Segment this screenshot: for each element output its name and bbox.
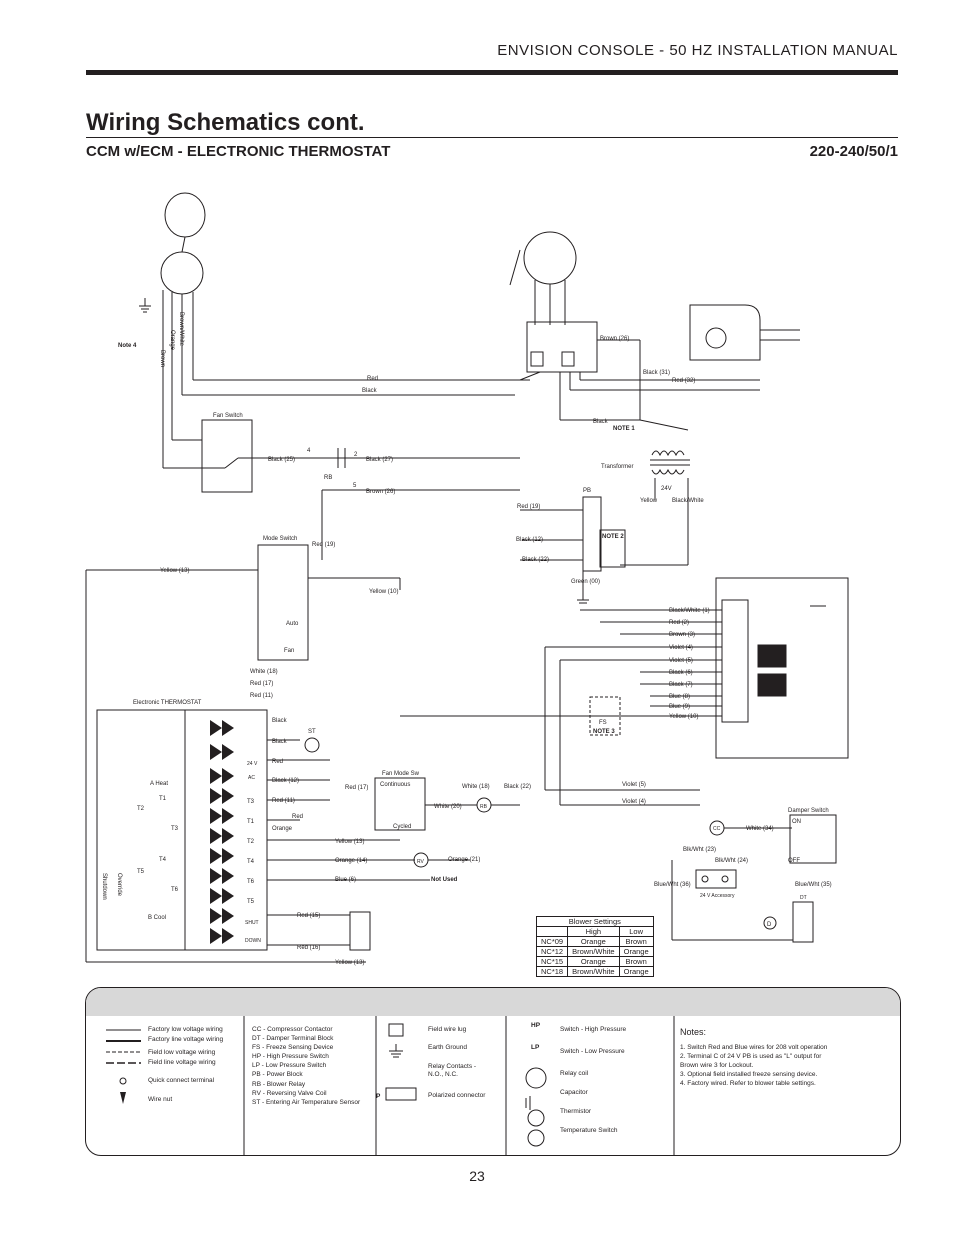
cell: Orange bbox=[568, 957, 620, 967]
cell: NC*18 bbox=[537, 967, 568, 977]
legend-quick-connect: Quick connect terminal bbox=[148, 1077, 215, 1085]
label-blue6: Blue (6) bbox=[335, 877, 357, 883]
legend-earth-ground: Earth Ground bbox=[428, 1044, 468, 1052]
label-fan: Fan bbox=[284, 648, 295, 654]
label-t6-right: T6 bbox=[247, 879, 255, 885]
label-green00: Green (00) bbox=[571, 579, 601, 585]
page-number: 23 bbox=[469, 1168, 485, 1184]
label-yellow13: Yellow (13) bbox=[160, 568, 190, 574]
legend-components bbox=[560, 1025, 626, 1136]
label-black-transformer: Black bbox=[593, 419, 608, 425]
damper-terminal-area bbox=[716, 578, 848, 758]
label-brown26-b: Brown (26) bbox=[366, 489, 396, 495]
legend-wiring bbox=[148, 1025, 223, 1105]
label-orange14: Orange (14) bbox=[335, 858, 368, 864]
label-t1-left: T1 bbox=[159, 796, 167, 802]
dt-terminal-label: Violet (4) bbox=[669, 645, 693, 651]
abbr-hp: HP - High Pressure Switch bbox=[252, 1053, 329, 1061]
label-terminal-2: 2 bbox=[354, 452, 358, 458]
label-t1-right: T1 bbox=[247, 819, 255, 825]
label-violet4: Violet (4) bbox=[622, 799, 646, 805]
legend-relay-coil: Relay coil bbox=[560, 1070, 589, 1078]
label-orange-a: Orange bbox=[272, 826, 293, 832]
label-auto: Auto bbox=[286, 621, 299, 627]
label-terminal-4: 4 bbox=[307, 448, 311, 454]
legend-lp: LP bbox=[531, 1044, 540, 1051]
legend-switch-hp: Switch - High Pressure bbox=[560, 1026, 627, 1033]
label-rb-coil: RB bbox=[480, 804, 487, 810]
compressor bbox=[524, 232, 576, 284]
label-shutdown-vert: Shutdown bbox=[101, 873, 107, 900]
label-black-line: Black bbox=[362, 388, 377, 394]
cell: Orange bbox=[568, 937, 620, 947]
label-note1: NOTE 1 bbox=[613, 426, 635, 432]
label-pb: PB bbox=[583, 488, 592, 494]
legend-factory-line: Factory line voltage wiring bbox=[148, 1036, 224, 1044]
label-down: DOWN bbox=[245, 938, 261, 944]
label-note3: NOTE 3 bbox=[593, 729, 615, 735]
label-d: D bbox=[767, 922, 772, 928]
label-terminal-5: 5 bbox=[353, 483, 357, 489]
label-t2-right: T2 bbox=[247, 839, 255, 845]
abbr-st: ST - Entering Air Temperature Sensor bbox=[252, 1098, 361, 1106]
fan-switch bbox=[202, 420, 252, 492]
label-continuous: Continuous bbox=[380, 782, 411, 788]
dt-terminal-label: Red (2) bbox=[669, 620, 690, 626]
legend-temperature-switch: Temperature Switch bbox=[560, 1127, 618, 1135]
label-black31: Black (31) bbox=[643, 370, 671, 376]
dt-terminal-label: Violet (5) bbox=[669, 658, 693, 664]
label-red15: Red (15) bbox=[297, 913, 321, 919]
label-electronic-thermostat: Electronic THERMOSTAT bbox=[133, 700, 202, 706]
legend-field-low: Field low voltage wiring bbox=[148, 1049, 216, 1057]
label-note2: NOTE 2 bbox=[602, 534, 624, 540]
blower-motor bbox=[161, 252, 203, 294]
cell: NC*09 bbox=[537, 937, 568, 947]
abbr-cc: CC - Compressor Contactor bbox=[252, 1026, 333, 1033]
label-black22: Black (22) bbox=[522, 557, 550, 563]
note-4: 4. Factory wired. Refer to blower table settings. bbox=[680, 1079, 816, 1087]
legend-field-wire-lug: Field wire lug bbox=[428, 1026, 467, 1033]
legend-notes bbox=[680, 1026, 840, 1088]
blower-settings-table bbox=[536, 916, 654, 977]
label-black12-b: Black (12) bbox=[272, 778, 300, 784]
legend-field-line: Field line voltage wiring bbox=[148, 1059, 216, 1067]
label-red-a: Red bbox=[272, 759, 284, 765]
dt-terminal-label: Black/White (1) bbox=[669, 608, 710, 614]
label-yellow: Yellow bbox=[640, 498, 658, 504]
legend bbox=[85, 987, 901, 1156]
label-yellow10: Yellow (10) bbox=[369, 589, 399, 595]
cell: Brown bbox=[619, 937, 653, 947]
label-red17-b: Red (17) bbox=[345, 785, 369, 791]
label-brown-white-vert: Brown/White bbox=[178, 312, 184, 347]
label-red-b: Red bbox=[292, 814, 304, 820]
label-violet5: Violet (5) bbox=[622, 782, 646, 788]
label-white18: White (18) bbox=[250, 669, 278, 675]
note-2: 2. Terminal C of 24 V PB is used as "L" output for Brown wire 3 for Lockout. bbox=[680, 1052, 822, 1069]
label-red19: Red (19) bbox=[517, 504, 541, 510]
label-red11-b: Red (11) bbox=[272, 798, 295, 804]
page-title: Wiring Schematics cont. bbox=[86, 109, 365, 136]
label-24v: 24V bbox=[661, 486, 672, 492]
label-orange21: Orange (21) bbox=[448, 857, 481, 863]
label-t4-left: T4 bbox=[159, 857, 167, 863]
legend-hp: HP bbox=[531, 1022, 541, 1029]
dt-terminal-label: Yellow (10) bbox=[669, 714, 699, 720]
cell: NC*15 bbox=[537, 957, 568, 967]
label-black-white: Black/White bbox=[672, 498, 704, 504]
blower-header-model bbox=[537, 927, 568, 937]
label-a-heat: A Heat bbox=[150, 781, 169, 787]
label-yellow13-c: Yellow (13) bbox=[335, 960, 365, 966]
abbr-fs: FS - Freeze Sensing Device bbox=[252, 1044, 334, 1052]
label-black-a: Black bbox=[272, 718, 287, 724]
notes-title: Notes: bbox=[680, 1027, 707, 1037]
label-rv: RV bbox=[417, 859, 424, 865]
label-red19-b: Red (19) bbox=[312, 542, 336, 548]
label-white18-b: White (18) bbox=[462, 784, 490, 790]
dt-terminal-label: Brown (3) bbox=[669, 632, 696, 638]
schematic-subtitle: CCM w/ECM - ELECTRONIC THERMOSTAT bbox=[86, 143, 391, 160]
abbr-pb: PB - Power Block bbox=[252, 1071, 303, 1079]
dt-terminal-label: Black (6) bbox=[669, 670, 693, 676]
label-black22-b: Black (22) bbox=[504, 784, 532, 790]
label-cc: CC bbox=[713, 826, 721, 832]
label-red16: Red (16) bbox=[297, 945, 321, 951]
label-damper-switch: Damper Switch bbox=[788, 808, 829, 814]
label-brown26: Brown (26) bbox=[600, 336, 630, 342]
legend-wire-nut: Wire nut bbox=[148, 1096, 173, 1104]
voltage-rating: 220-240/50/1 bbox=[809, 143, 898, 160]
label-red17: Red (17) bbox=[250, 681, 274, 687]
cell: Orange bbox=[619, 967, 653, 977]
blower-header-high: High bbox=[568, 927, 620, 937]
abbr-rb: RB - Blower Relay bbox=[252, 1080, 306, 1088]
abbr-rv: RV - Reversing Valve Coil bbox=[252, 1089, 327, 1097]
label-yellow13-b: Yellow (13) bbox=[335, 839, 365, 845]
power-block bbox=[583, 497, 601, 571]
label-white20: White (20) bbox=[434, 804, 462, 810]
label-not-used: Not Used bbox=[431, 877, 458, 883]
label-off: OFF bbox=[788, 858, 800, 864]
manual-title: ENVISION CONSOLE - 50 HZ INSTALLATION MANUAL bbox=[497, 42, 898, 59]
label-t5-left: T5 bbox=[137, 869, 145, 875]
note-3: 3. Optional field installed freeze sensing device. bbox=[680, 1070, 818, 1078]
label-red11: Red (11) bbox=[250, 693, 273, 699]
label-t6-left: T6 bbox=[171, 887, 179, 893]
label-black12: Black (12) bbox=[516, 537, 544, 543]
label-t3-right: T3 bbox=[247, 799, 255, 805]
label-st: ST bbox=[308, 729, 316, 735]
abbr-dt: DT - Damper Terminal Block bbox=[252, 1035, 334, 1043]
label-bluwht35: Blue/Wht (35) bbox=[795, 882, 832, 888]
label-note4: Note 4 bbox=[118, 343, 137, 349]
label-t4-right: T4 bbox=[247, 859, 255, 865]
legend-relay-contacts: Relay Contacts - N.O., N.C. bbox=[428, 1062, 477, 1079]
label-red-line: Red bbox=[367, 376, 379, 382]
mode-switch bbox=[258, 545, 308, 660]
table-row bbox=[537, 967, 654, 977]
label-black27: Black (27) bbox=[366, 457, 394, 463]
label-b-cool: B Cool bbox=[148, 915, 167, 921]
electronic-thermostat bbox=[97, 710, 267, 950]
legend-abbreviations bbox=[252, 1025, 360, 1107]
label-fan-mode-sw: Fan Mode Sw bbox=[382, 771, 420, 777]
label-dt: DT bbox=[800, 895, 807, 901]
label-mode-switch: Mode Switch bbox=[263, 536, 298, 542]
cell: Brown bbox=[619, 957, 653, 967]
label-24v-accessory: 24 V Accessory bbox=[700, 893, 735, 899]
legend-switch-lp: Switch - Low Pressure bbox=[560, 1048, 625, 1056]
dt-terminal-label: Blue (8) bbox=[669, 694, 691, 700]
legend-p-label: P bbox=[376, 1093, 381, 1100]
table-row bbox=[537, 957, 654, 967]
legend-polarized-connector: Polarized connector bbox=[428, 1091, 486, 1099]
legend-factory-low: Factory low voltage wiring bbox=[148, 1026, 223, 1033]
label-orange-vert: Orange bbox=[169, 330, 175, 351]
label-blkwht24: Blk/Wht (24) bbox=[715, 858, 749, 864]
table-row bbox=[537, 937, 654, 947]
legend-thermistor: Thermistor bbox=[560, 1108, 592, 1116]
label-t3-left: T3 bbox=[171, 826, 179, 832]
label-transformer: Transformer bbox=[601, 464, 634, 470]
dt-terminal-label: Blue (9) bbox=[669, 704, 691, 710]
label-black-b: Black bbox=[272, 739, 287, 745]
label-bluwht36: Blue/Wht (36) bbox=[654, 882, 691, 888]
damper-motor bbox=[793, 902, 813, 942]
label-fan-switch: Fan Switch bbox=[213, 413, 243, 419]
label-override-vert: Override bbox=[116, 873, 122, 897]
label-t5-right: T5 bbox=[247, 899, 255, 905]
label-brown-vert: Brown bbox=[159, 350, 165, 368]
label-shut: SHUT bbox=[245, 920, 259, 926]
label-rb: RB bbox=[324, 475, 333, 481]
cell: Brown/White bbox=[568, 947, 620, 957]
cell: NC*12 bbox=[537, 947, 568, 957]
blower-header-low: Low bbox=[619, 927, 653, 937]
dt-terminal-label: Black (7) bbox=[669, 682, 693, 688]
blower-settings-title: Blower Settings bbox=[537, 917, 654, 927]
label-24v-b: 24 V bbox=[247, 761, 258, 767]
legend-symbols-text bbox=[428, 1026, 485, 1100]
label-fs: FS bbox=[599, 720, 607, 726]
cell: Orange bbox=[619, 947, 653, 957]
legend-capacitor: Capacitor bbox=[560, 1089, 588, 1097]
label-black25: Black (25) bbox=[268, 457, 296, 463]
label-on: ON bbox=[792, 819, 801, 825]
abbr-lp: LP - Low Pressure Switch bbox=[252, 1062, 327, 1070]
blower-motor-top bbox=[165, 193, 205, 237]
label-red32: Red (32) bbox=[672, 378, 696, 384]
cell: Brown/White bbox=[568, 967, 620, 977]
label-t2-left: T2 bbox=[137, 806, 145, 812]
label-ac: AC bbox=[248, 775, 255, 781]
label-white34: White (34) bbox=[746, 826, 774, 832]
label-cycled: Cycled bbox=[393, 824, 412, 830]
label-blkwht23: Blk/Wht (23) bbox=[683, 847, 717, 853]
note-1: 1. Switch Red and Blue wires for 208 volt operation bbox=[680, 1043, 828, 1051]
table-row bbox=[537, 947, 654, 957]
